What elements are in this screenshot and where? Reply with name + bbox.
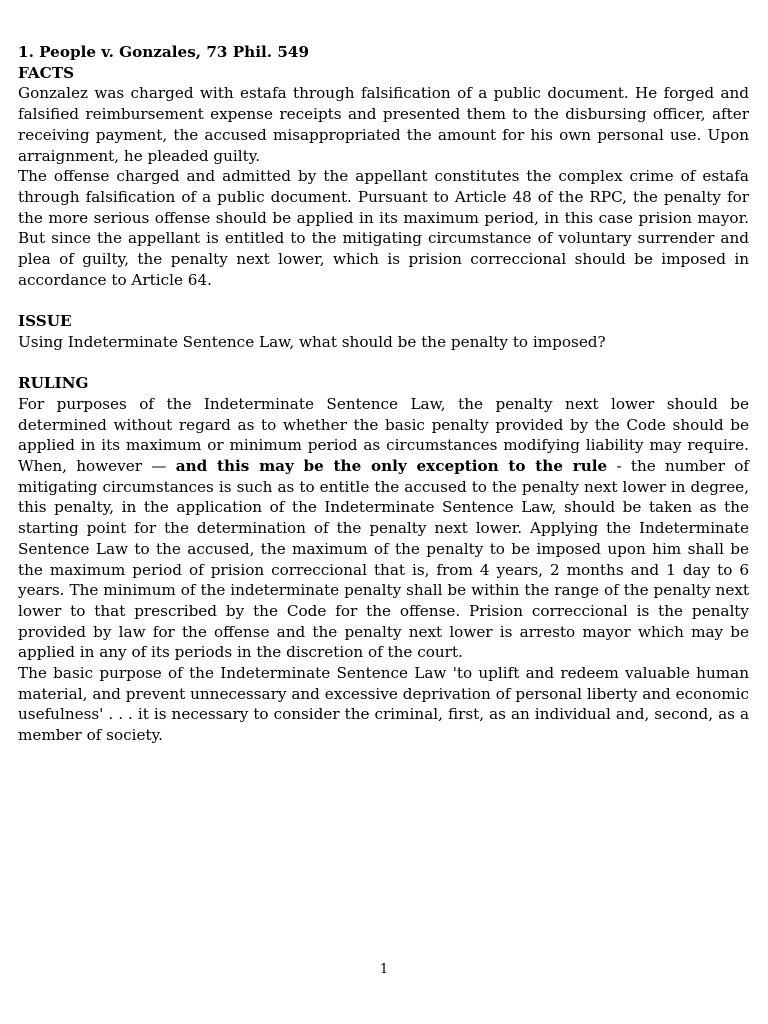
case-title: 1. People v. Gonzales, 73 Phil. 549 (18, 43, 310, 61)
facts-heading: FACTS (18, 63, 75, 82)
ruling-p1-exception: and this may be the only exception to the rule (175, 457, 608, 476)
ruling-p1-before: For purposes of the Indeterminate Sentence Law, the penalty next lower should be determined without regard as to whether the basic penalty provided by the Code should be applied in its maximum or minimum period as circumstances modifying liability may require. When, however — (18, 394, 749, 476)
ruling-p1-after: - the number of mitigating circumstances is such as to entitle the accused to the penalty next lower in degree, this penalty, in the application of the Indeterminate Sentence Law, should be taken as the starting point for the determination of the penalty next lower. Applying the Indeterminate Sentence Law to the accused, the maximum of the penalty to be imposed upon him shall be the maximum period of prision correccional that is, from 4 years, 2 months and 1 day to 6 years. The minimum of the indeterminate penalty shall be within the range of the penalty next lower to that prescribed by the Code for the offense. Prision correccional is the penalty provided by law for the offense and the penalty next lower is arresto mayor which may be applied in any of its periods in the discretion of the court. (18, 457, 749, 662)
page-number: 1 (379, 962, 389, 977)
issue-heading: ISSUE (18, 312, 72, 331)
document-page (18, 42, 749, 746)
facts-paragraph-2: The offense charged and admitted by the appellant constitutes the complex crime of estafa through falsification of a public document. Pursuant to Article 48 of the RPC, the penalty for the more serious offense should be applied in its maximum period, in this case prision mayor. But since the appellant is entitled to the mitigating circumstance of voluntary surrender and plea of guilty, the penalty next lower, which is prision correccional should be imposed in accordance to Article 64. (18, 167, 749, 289)
ruling-paragraph-2: The basic purpose of the Indeterminate Sentence Law 'to uplift and redeem valuable human material, and prevent unnecessary and excessive deprivation of personal liberty and economic usefulness' . . . it is necessary to consider the criminal, first, as an individual and, second, as a member of society. (18, 664, 749, 745)
section-spacer (18, 290, 749, 311)
section-spacer (18, 353, 749, 374)
issue-text: Using Indeterminate Sentence Law, what should be the penalty to imposed? (18, 332, 606, 351)
ruling-paragraph-1 (18, 394, 749, 663)
ruling-heading: RULING (18, 374, 89, 393)
facts-paragraph-1: Gonzalez was charged with estafa through falsification of a public document. He forged and falsified reimbursement expense receipts and presented them to the disbursing officer, after receiving payment, the accused misappropriated the amount for his own personal use. Upon arraignment, he pleaded guilty. (18, 84, 749, 165)
